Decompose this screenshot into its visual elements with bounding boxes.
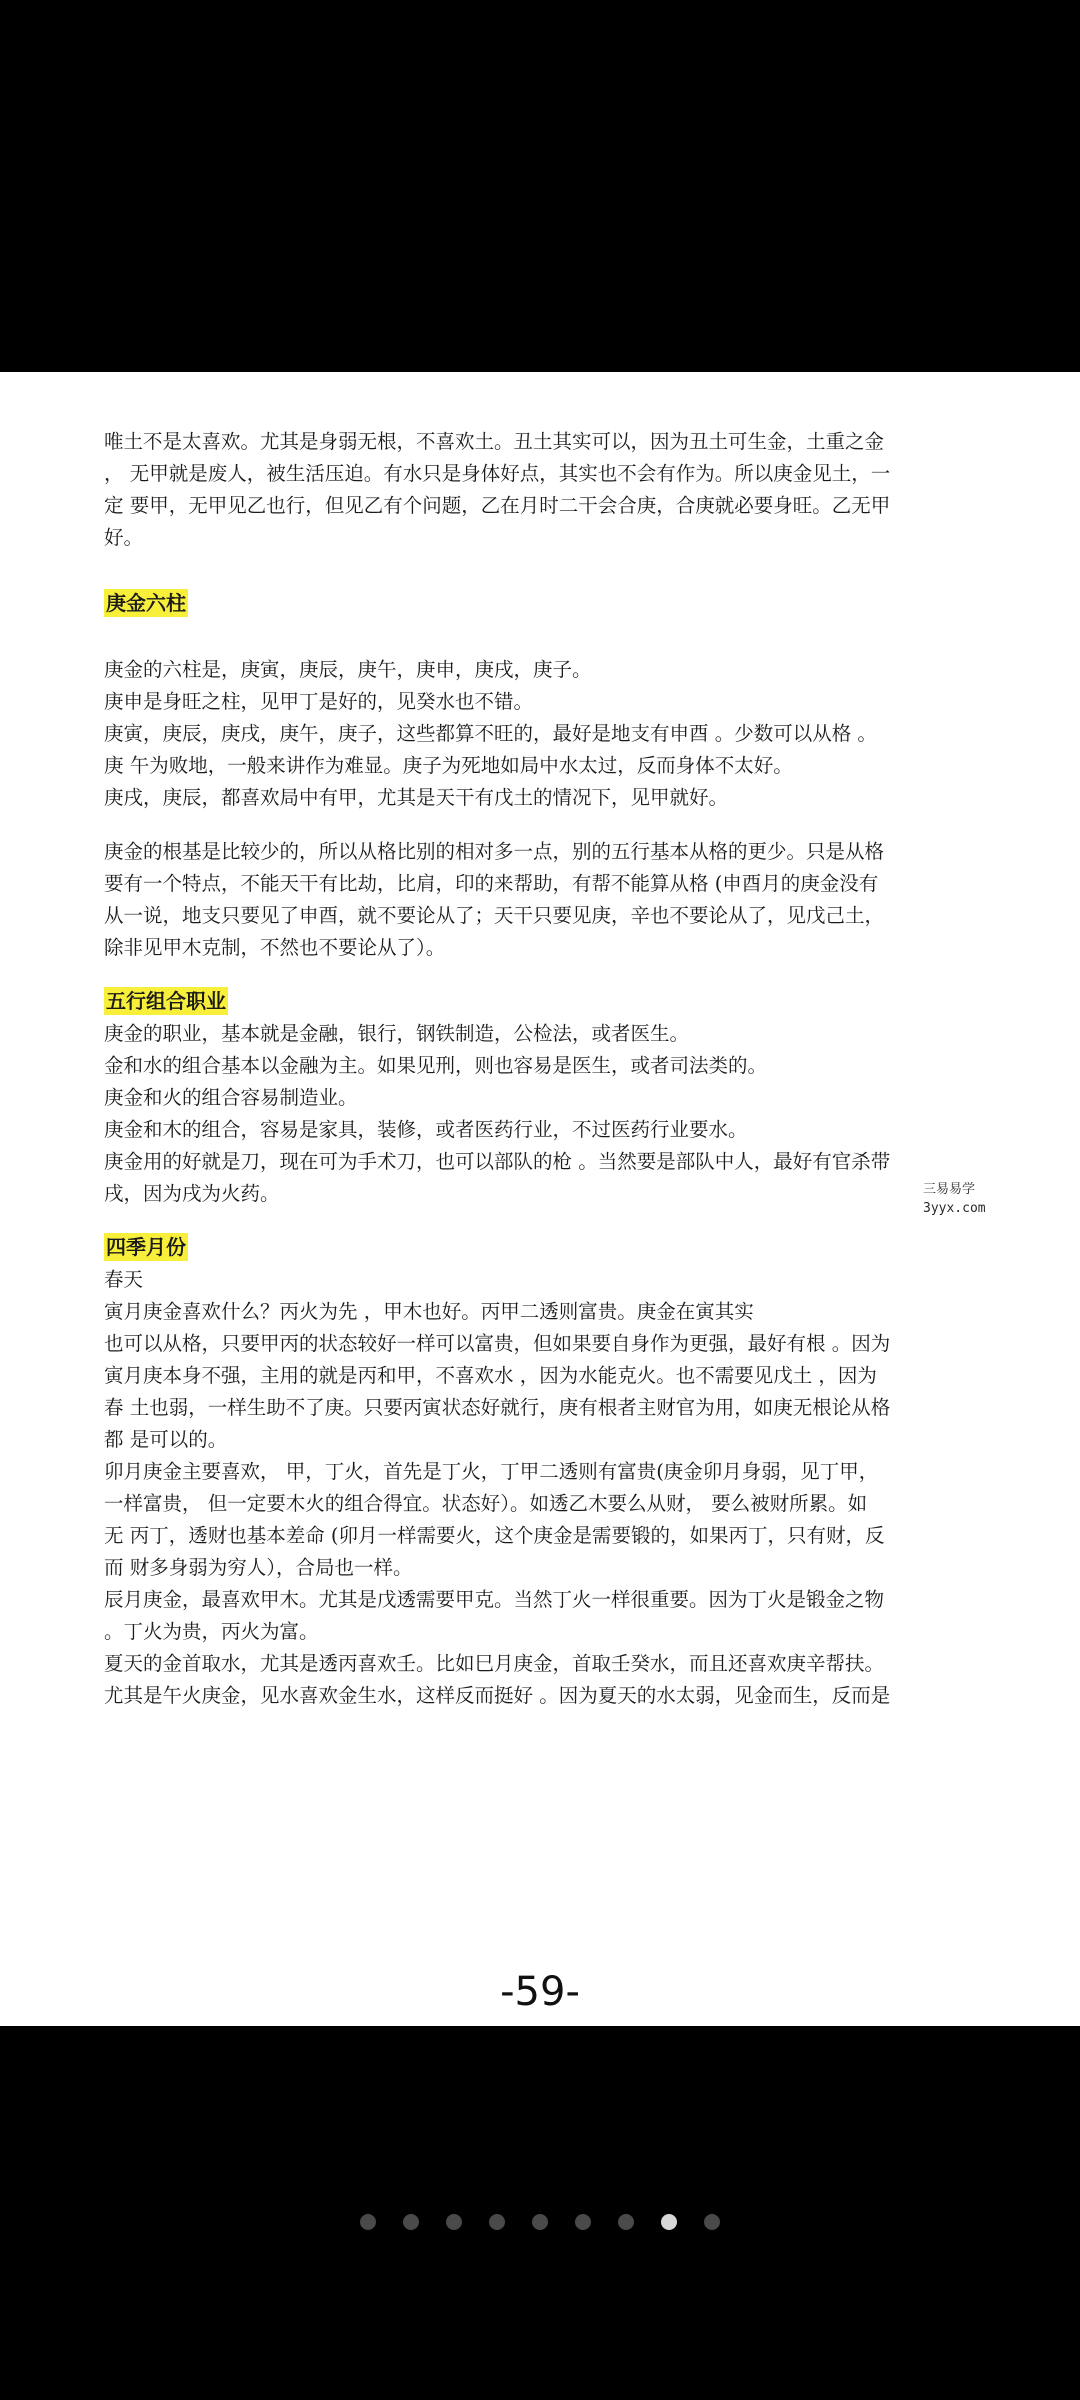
text-line: 庚金和火的组合容易制造业。 (104, 1086, 358, 1109)
text-line: 金和水的组合基本以金融为主。如果见刑，则也容易是医生，或者司法类的。 (104, 1054, 768, 1077)
text-line: 夏天的金首取水，尤其是透丙喜欢壬。比如巳月庚金，首取壬癸水，而且还喜欢庚辛帮扶。 (104, 1652, 885, 1675)
document-page[interactable] (0, 372, 1080, 2026)
text-line: 庚 午为败地，一般来讲作为难显。庚子为死地如局中水太过，反而身体不太好。 (104, 754, 793, 777)
text-line: 春 土也弱，一样生助不了庚。只要丙寅状态好就行，庚有根者主财官为用，如庚无根论从格 (104, 1396, 891, 1419)
text-line: 庚金的职业，基本就是金融，银行，钢铁制造，公检法，或者医生。 (104, 1022, 690, 1045)
text-line: 寅月庚本身不强，主用的就是丙和甲，不喜欢水 ，因为水能克火。也不需要见戊土 ，因为 (104, 1364, 877, 1387)
paragraph (104, 426, 976, 554)
text-line: 尤其是午火庚金，见水喜欢金生水，这样反而挺好 。因为夏天的水太弱，见金而生，反而是 (104, 1684, 891, 1707)
page-dot[interactable] (575, 2214, 591, 2230)
text-line: 。丁火为贵，丙火为富。 (104, 1620, 319, 1643)
page-dot[interactable] (446, 2214, 462, 2230)
text-line: 唯土不是太喜欢。尤其是身弱无根，不喜欢土。丑土其实可以，因为丑土可生金，土重之金 (104, 430, 885, 453)
page-dot-active[interactable] (661, 2214, 677, 2230)
section-spacer (104, 620, 976, 654)
paragraph (104, 654, 976, 814)
text-line: 要有一个特点，不能天干有比劫，比肩，印的来帮助，有帮不能算从格 (申酉月的庚金没有 (104, 872, 879, 895)
page-dot[interactable] (704, 2214, 720, 2230)
text-line: 庚金的六柱是，庚寅，庚辰，庚午，庚申，庚戌，庚子。 (104, 658, 592, 681)
paragraph (104, 1018, 976, 1210)
page-number: -59- (500, 1969, 580, 2015)
text-line: 除非见甲木克制，不然也不要论从了）。 (104, 936, 446, 959)
text-line: 庚申是身旺之柱，见甲丁是好的，见癸水也不错。 (104, 690, 534, 713)
site-watermark (919, 1178, 1003, 1220)
text-line: 都 是可以的。 (104, 1428, 228, 1451)
section-spacer (104, 814, 976, 836)
section-spacer (104, 554, 976, 588)
page-dot[interactable] (532, 2214, 548, 2230)
text-line: 一样富贵， 但一定要木火的组合得宜。状态好）。如透乙木要么从财， 要么被财所累。如 (104, 1492, 868, 1515)
text-line: 庚寅，庚辰，庚戌，庚午，庚子，这些都算不旺的，最好是地支有申酉 。少数可以从格 。 (104, 722, 877, 745)
section-spacer (104, 1210, 976, 1232)
text-line: 辰月庚金，最喜欢甲木。尤其是戊透需要甲克。当然丁火一样很重要。因为丁火是锻金之物 (104, 1588, 885, 1611)
paragraph (104, 1264, 976, 1712)
section-heading-row (104, 1232, 976, 1264)
page-dot[interactable] (360, 2214, 376, 2230)
page-indicator (0, 2210, 1080, 2234)
text-line: 也可以从格，只要甲丙的状态较好一样可以富贵，但如果要自身作为更强，最好有根 。因为 (104, 1332, 891, 1355)
paragraph (104, 836, 976, 964)
text-line: 庚金和木的组合，容易是家具，装修，或者医药行业，不过医药行业要水。 (104, 1118, 748, 1141)
section-heading: 庚金六柱 (106, 591, 186, 615)
text-line: 戌，因为戌为火药。 (104, 1182, 280, 1205)
text-line: 庚金用的好就是刀，现在可为手术刀，也可以部队的枪 。当然要是部队中人，最好有官杀带 (104, 1150, 891, 1173)
section-heading-row (104, 986, 976, 1018)
watermark-url: 3yyx.com (923, 1201, 986, 1216)
section-heading: 四季月份 (106, 1235, 186, 1259)
text-line: 寅月庚金喜欢什么？丙火为先 ，甲木也好。丙甲二透则富贵。庚金在寅其实 (104, 1300, 754, 1323)
text-line: 从一说，地支只要见了申酉，就不要论从了；天干只要见庚，辛也不要论从了，见戊己土， (104, 904, 885, 927)
page-content (104, 426, 976, 1712)
text-line: 庚戌，庚辰，都喜欢局中有甲，尤其是天干有戊土的情况下，见甲就好。 (104, 786, 729, 809)
section-spacer (104, 964, 976, 986)
watermark-title: 三易易学 (923, 1182, 976, 1197)
section-heading-row (104, 588, 976, 620)
section-heading: 五行组合职业 (106, 989, 226, 1013)
text-line: 卯月庚金主要喜欢， 甲，丁火，首先是丁火，丁甲二透则有富贵(庚金卯月身弱，见丁甲， (104, 1460, 879, 1483)
page-dot[interactable] (489, 2214, 505, 2230)
text-line: 庚金的根基是比较少的，所以从格比别的相对多一点，别的五行基本从格的更少。只是从格 (104, 840, 885, 863)
text-line: 春天 (104, 1268, 144, 1291)
text-line: ， 无甲就是废人，被生活压迫。有水只是身体好点，其实也不会有作为。所以庚金见土，一 (104, 462, 891, 485)
text-line: 无 丙丁，透财也基本差命 (卯月一样需要火，这个庚金是需要锻的，如果丙丁，只有财，反 (104, 1524, 885, 1547)
text-line: 好。 (104, 526, 144, 549)
page-dot[interactable] (403, 2214, 419, 2230)
page-dot[interactable] (618, 2214, 634, 2230)
text-line: 定 要甲，无甲见乙也行，但见乙有个问题，乙在月时二干会合庚，合庚就必要身旺。乙无甲 (104, 494, 891, 517)
text-line: 而 财多身弱为穷人），合局也一样。 (104, 1556, 413, 1579)
